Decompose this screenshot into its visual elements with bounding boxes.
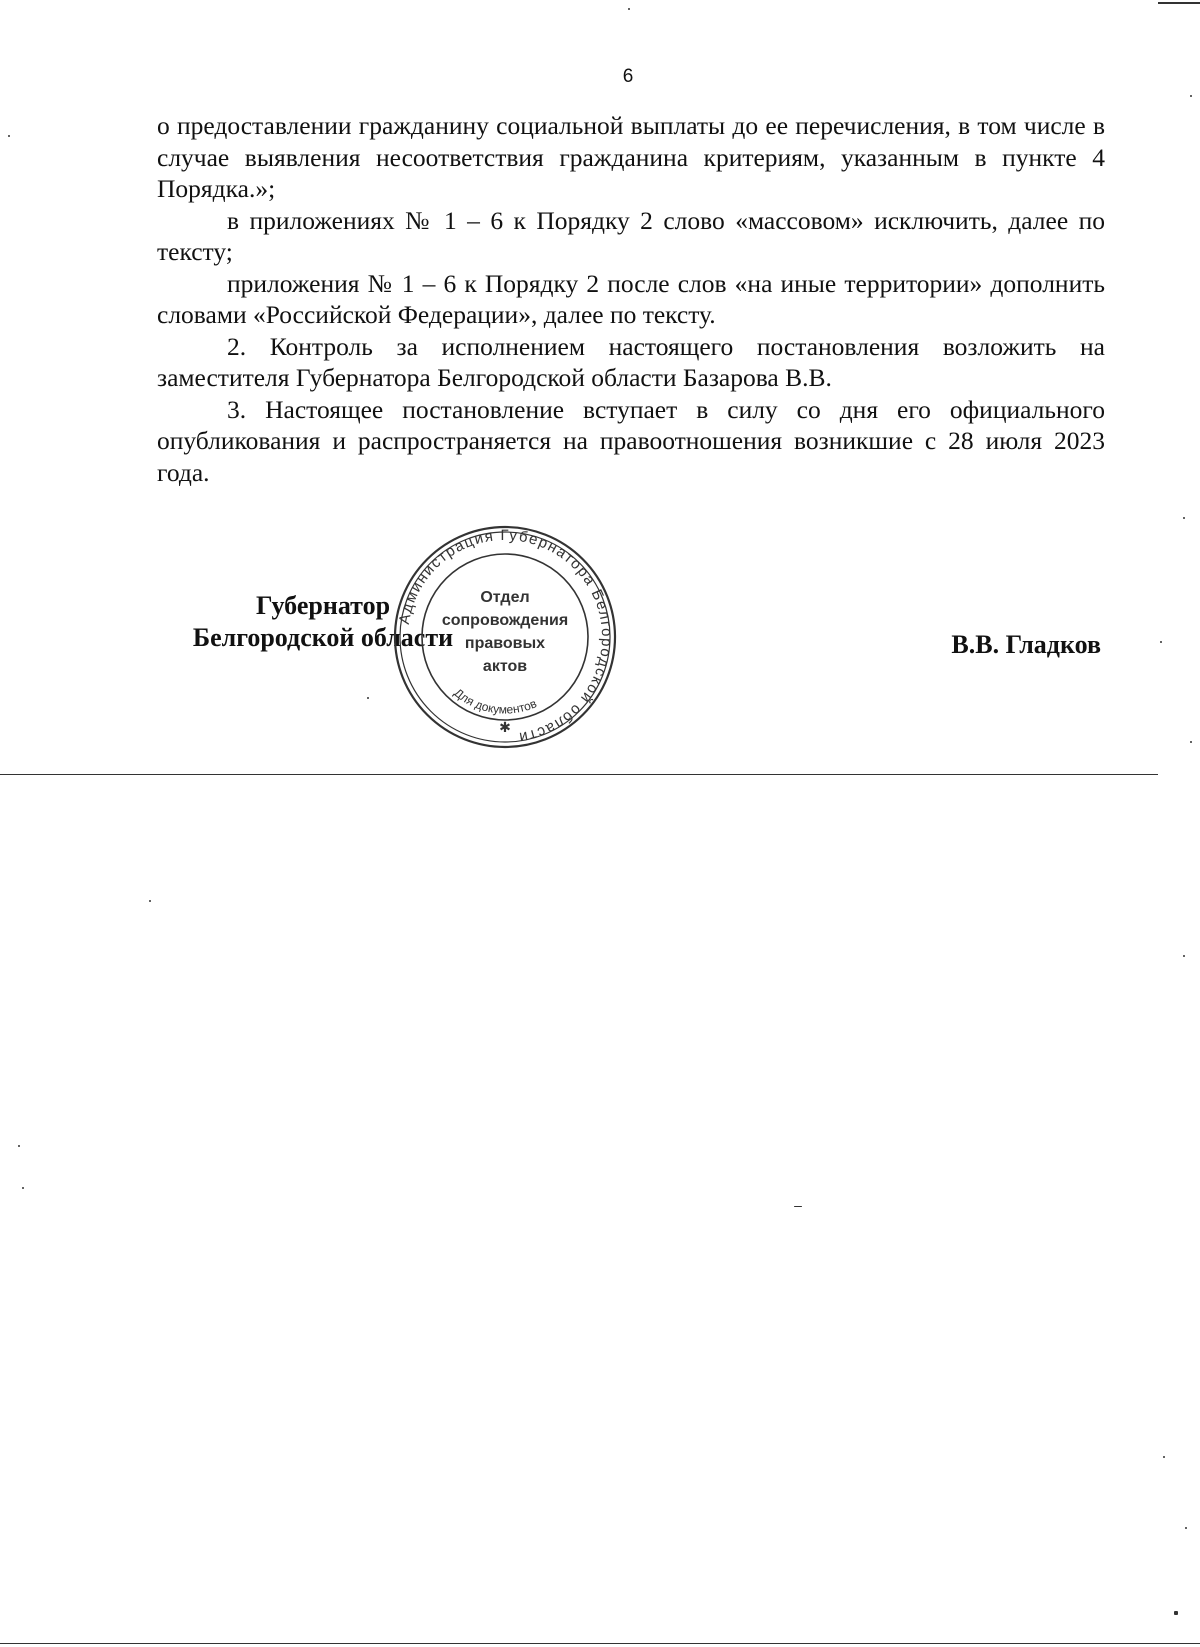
scan-speck [1183, 955, 1185, 957]
document-body [157, 110, 1105, 488]
scan-speck [1190, 741, 1192, 743]
scan-speck [1163, 1456, 1165, 1458]
paragraph-control: 2. Контроль за исполнением настоящего постановления возложить на заместителя Губернатора Белгородской области Базарова В.В. [157, 331, 1105, 392]
paragraph-effective-date: 3. Настоящее постановление вступает в силу со дня его официального опубликования и распространяется на правоотношения возникшие с 28 июля 2023 года. [157, 394, 1105, 487]
top-edge-mark [1158, 2, 1200, 4]
page-number: 6 [622, 66, 634, 87]
scan-speck [1190, 95, 1192, 97]
stamp-inner-line-1: Отдел [480, 589, 530, 606]
stamp-inner-line-3: правовых [464, 635, 546, 652]
signatory-region: Белгородской области [192, 623, 454, 652]
scan-speck [22, 1187, 24, 1189]
signatory-title: Губернатор [255, 591, 391, 620]
scan-speck [1174, 1611, 1178, 1615]
scan-speck [1185, 1527, 1187, 1529]
official-stamp [390, 522, 620, 752]
paragraph-appendix-addition: приложения № 1 – 6 к Порядку 2 после слов «на иные территории» дополнить словами «Российской Федерации», далее по тексту. [157, 268, 1105, 329]
stamp-outer-text: Администрация Губернатора Белгородской области [395, 526, 616, 747]
scan-speck [8, 135, 10, 137]
scan-speck [367, 697, 369, 699]
signatory-name: В.В. Гладков [951, 630, 1101, 659]
scan-speck [794, 1206, 802, 1207]
stamp-bottom-text: Для документов [451, 685, 539, 717]
bottom-edge-line [0, 1643, 1200, 1644]
stamp-inner-line-4: актов [482, 658, 528, 675]
footer-divider [0, 774, 1158, 775]
star-icon: ✱ [499, 721, 511, 736]
scan-speck [18, 1145, 20, 1147]
scan-speck [1183, 517, 1185, 519]
stamp-inner-line-2: сопровождения [441, 612, 569, 629]
scan-speck [149, 900, 151, 902]
scan-speck [1160, 641, 1162, 643]
scan-speck [628, 8, 630, 10]
paragraph-appendix-amendment: в приложениях № 1 – 6 к Порядку 2 слово «массовом» исключить, далее по тексту; [157, 205, 1105, 266]
paragraph-continuation: о предоставлении гражданину социальной выплаты до ее перечисления, в том числе в случае выявления несоответствия гражданина критериям, указанным в пункте 4 Порядка.»; [157, 111, 1105, 203]
